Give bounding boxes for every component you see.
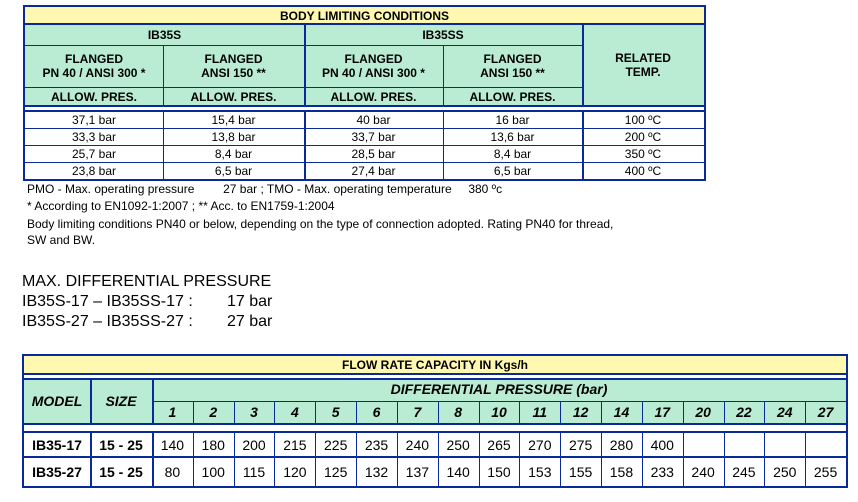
flow-value-cell: 250	[773, 463, 797, 480]
pmo-value: 27 bar ; TMO - Max. operating temperature	[223, 182, 452, 196]
flow-value-cell: 245	[732, 463, 756, 480]
data-cell: 33,3 bar	[25, 128, 163, 145]
grid-line	[724, 401, 725, 424]
pressure-column-header: 20	[683, 401, 724, 424]
max-diff-value: 27 bar	[227, 313, 273, 330]
allow-pres-header: ALLOW. PRES.	[304, 87, 443, 106]
grid-line	[356, 432, 357, 486]
grid-line	[601, 432, 602, 486]
flow-value-cell: 132	[364, 463, 389, 480]
grid-line	[163, 111, 164, 179]
flow-value-cell: 140	[446, 463, 470, 480]
grid-line	[25, 105, 704, 107]
grid-line	[582, 24, 584, 106]
grid-line	[90, 432, 92, 486]
flow-value-cell: 280	[609, 436, 634, 453]
grid-line	[764, 432, 765, 486]
grid-line	[805, 401, 806, 424]
flow-value-cell: 215	[283, 436, 307, 453]
pressure-column-header: 8	[438, 401, 479, 424]
pressure-column-header: 24	[764, 401, 805, 424]
pressure-column-header: 1	[152, 401, 193, 424]
flow-value-cell	[764, 432, 805, 457]
flow-value-cell: 100	[201, 463, 225, 480]
grid-line	[274, 432, 275, 486]
flow-value-cell: 180	[201, 436, 225, 453]
pressure-column-header: 14	[601, 401, 642, 424]
flow-value-cell: 140	[160, 436, 185, 453]
max-diff-row	[22, 312, 272, 331]
grid-line	[560, 432, 561, 486]
grid-line	[152, 401, 846, 402]
group-header: IB35SS	[304, 24, 582, 45]
grid-line	[163, 45, 164, 106]
pressure-column-header: 27	[805, 401, 846, 424]
grid-line	[356, 401, 357, 424]
flow-value-cell: 155	[568, 463, 593, 480]
column-header: FLANGED ANSI 150 **	[443, 45, 582, 87]
pressure-column-header: 11	[519, 401, 560, 424]
flow-value-cell	[805, 432, 846, 457]
flow-value-cell: 137	[405, 463, 430, 480]
pressure-column-header: 17	[642, 401, 683, 424]
max-diff-label: IB35S-27 – IB35SS-27 :	[22, 313, 193, 330]
data-cell: 15,4 bar	[163, 111, 304, 128]
flow-value-cell: 150	[487, 463, 511, 480]
flow-value-cell: 275	[568, 436, 593, 453]
standards-note: * According to EN1092-1:2007 ; ** Acc. to EN1759-1:2004	[27, 199, 335, 213]
max-diff-label: IB35S-17 – IB35SS-17 :	[22, 293, 193, 310]
grid-line	[25, 128, 704, 129]
pressure-column-header: 10	[479, 401, 520, 424]
flow-value-cell: 158	[609, 463, 634, 480]
pressure-column-header: 7	[397, 401, 438, 424]
data-cell: 23,8 bar	[25, 162, 163, 179]
flow-value-cell: 80	[164, 463, 181, 480]
data-cell: 100 ºC	[582, 111, 704, 128]
pressure-column-header: 6	[356, 401, 397, 424]
flow-value-cell: 400	[650, 436, 674, 453]
data-cell: 28,5 bar	[304, 145, 443, 162]
grid-line	[234, 401, 235, 424]
flow-value-cell: 153	[528, 463, 552, 480]
grid-line	[152, 379, 154, 424]
grid-line	[805, 432, 806, 486]
model-cell: IB35-17	[32, 436, 82, 453]
data-cell: 40 bar	[304, 111, 443, 128]
flow-value-cell	[683, 432, 724, 457]
grid-line	[397, 401, 398, 424]
body-note-line2: SW and BW.	[27, 233, 96, 247]
flow-value-cell: 265	[487, 436, 511, 453]
pmo-label: PMO - Max. operating pressure	[27, 182, 195, 196]
model-cell: IB35-27	[32, 463, 82, 480]
flow-value-cell: 120	[283, 463, 307, 480]
grid-line	[438, 401, 439, 424]
column-header: FLANGED ANSI 150 **	[163, 45, 304, 87]
grid-line	[443, 45, 444, 106]
grid-line	[724, 432, 725, 486]
grid-line	[152, 432, 154, 486]
pressure-column-header: 5	[315, 401, 356, 424]
grid-line	[601, 401, 602, 424]
grid-line	[560, 401, 561, 424]
flow-value-cell: 233	[650, 463, 674, 480]
grid-line	[304, 24, 306, 106]
grid-line	[25, 145, 704, 146]
grid-line	[25, 110, 704, 112]
grid-line	[479, 432, 480, 486]
grid-line	[193, 401, 194, 424]
grid-line	[683, 432, 684, 486]
grid-line	[90, 379, 92, 424]
flow-rate-table	[22, 354, 848, 488]
body-limiting-conditions-table	[23, 5, 706, 181]
flow-value-cell: 250	[446, 436, 470, 453]
model-header: MODEL	[24, 379, 90, 424]
grid-line	[25, 162, 704, 163]
grid-line	[519, 401, 520, 424]
data-cell: 350 ºC	[582, 145, 704, 162]
grid-line	[479, 401, 480, 424]
data-cell: 400 ºC	[582, 162, 704, 179]
data-cell: 13,8 bar	[163, 128, 304, 145]
data-cell: 25,7 bar	[25, 145, 163, 162]
data-cell: 13,6 bar	[443, 128, 582, 145]
data-cell: 16 bar	[443, 111, 582, 128]
flow-value-cell: 235	[364, 436, 389, 453]
max-diff-title: MAX. DIFFERENTIAL PRESSURE	[22, 273, 272, 290]
table-title: BODY LIMITING CONDITIONS	[25, 7, 704, 24]
pressure-column-header: 12	[560, 401, 601, 424]
grid-line	[683, 401, 684, 424]
grid-line	[438, 432, 439, 486]
column-header: FLANGED PN 40 / ANSI 300 *	[25, 45, 163, 87]
size-cell: 15 - 25	[99, 463, 143, 480]
data-cell: 8,4 bar	[443, 145, 582, 162]
flow-value-cell: 255	[813, 463, 838, 480]
column-header: FLANGED PN 40 / ANSI 300 *	[304, 45, 443, 87]
flow-value-cell: 270	[528, 436, 552, 453]
data-cell: 6,5 bar	[443, 162, 582, 179]
group-header: IB35S	[25, 24, 304, 45]
flow-title: FLOW RATE CAPACITY IN Kgs/h	[24, 356, 846, 374]
data-cell: 27,4 bar	[304, 162, 443, 179]
tmo-value: 380 ºc	[468, 182, 503, 196]
allow-pres-header: ALLOW. PRES.	[443, 87, 582, 106]
flow-value-cell: 125	[324, 463, 348, 480]
size-header: SIZE	[90, 379, 152, 424]
grid-line	[234, 432, 235, 486]
data-cell: 8,4 bar	[163, 145, 304, 162]
grid-line	[24, 378, 846, 380]
pressure-column-header: 22	[724, 401, 765, 424]
data-cell: 37,1 bar	[25, 111, 163, 128]
size-cell: 15 - 25	[99, 436, 143, 453]
pressure-column-header: 4	[274, 401, 315, 424]
flow-value-cell: 240	[691, 463, 715, 480]
data-cell: 6,5 bar	[163, 162, 304, 179]
data-cell: 33,7 bar	[304, 128, 443, 145]
grid-line	[764, 401, 765, 424]
grid-line	[582, 111, 584, 179]
allow-pres-header: ALLOW. PRES.	[163, 87, 304, 106]
grid-line	[519, 432, 520, 486]
max-diff-value: 17 bar	[227, 293, 273, 310]
grid-line	[274, 401, 275, 424]
data-cell: 200 ºC	[582, 128, 704, 145]
grid-line	[193, 432, 194, 486]
flow-value-cell: 225	[324, 436, 348, 453]
flow-value-cell: 200	[242, 436, 266, 453]
body-note-line1: Body limiting conditions PN40 or below, depending on the type of connection adopted. Rating PN40 for thread,	[27, 217, 614, 231]
grid-line	[315, 401, 316, 424]
differential-pressure-header: DIFFERENTIAL PRESSURE (bar)	[152, 379, 846, 401]
allow-pres-header: ALLOW. PRES.	[25, 87, 163, 106]
related-temp-header: RELATED TEMP.	[582, 24, 704, 106]
flow-value-cell: 115	[242, 463, 266, 480]
grid-line	[642, 432, 643, 486]
pressure-column-header: 2	[193, 401, 234, 424]
grid-line	[642, 401, 643, 424]
grid-line	[24, 373, 846, 375]
max-diff-row	[22, 292, 272, 311]
flow-value-cell: 240	[405, 436, 430, 453]
flow-value-cell	[724, 432, 765, 457]
grid-line	[443, 111, 444, 179]
grid-line	[315, 432, 316, 486]
grid-line	[304, 111, 306, 179]
grid-line	[397, 432, 398, 486]
grid-line	[25, 23, 704, 25]
pressure-column-header: 3	[234, 401, 275, 424]
pmo-note	[27, 182, 502, 196]
